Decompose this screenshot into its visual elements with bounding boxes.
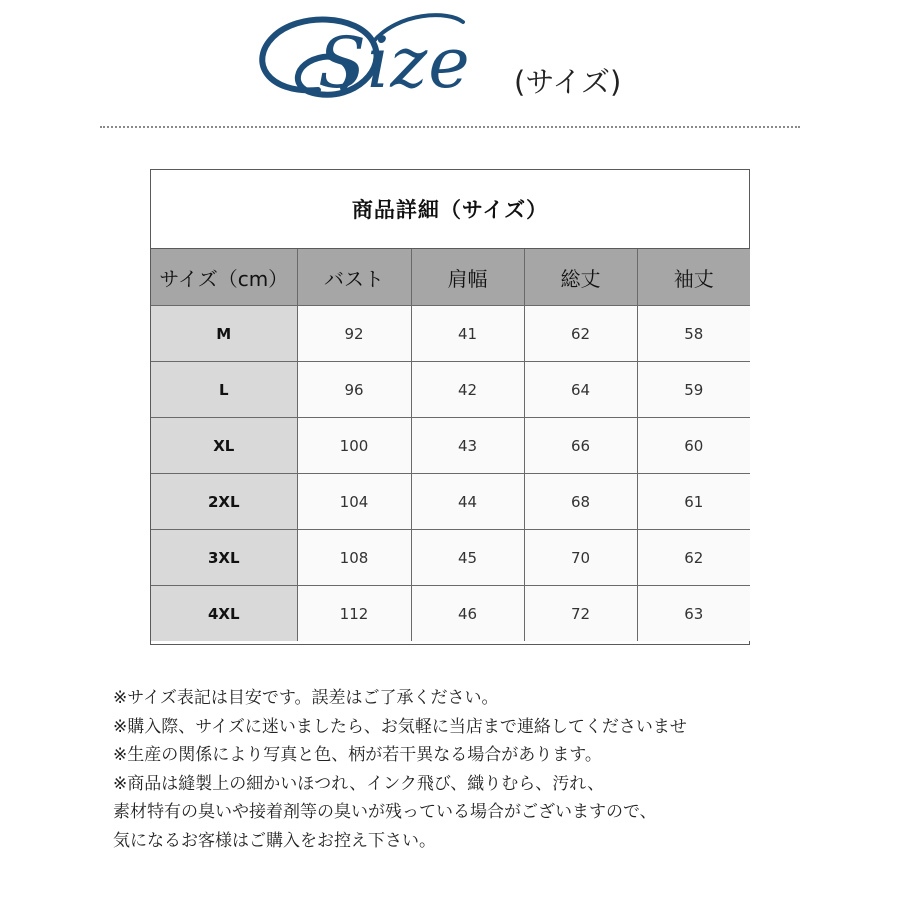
size-cell: M	[151, 306, 297, 362]
shoulder-cell: 45	[411, 530, 524, 586]
shoulder-cell: 46	[411, 586, 524, 642]
sleeve-cell: 61	[637, 474, 750, 530]
note-line: 素材特有の臭いや接着剤等の臭いが残っている場合がございますので、	[113, 802, 657, 822]
sleeve-cell: 63	[637, 586, 750, 642]
column-header-sleeve: 袖丈	[637, 249, 750, 306]
length-cell: 64	[524, 362, 637, 418]
sleeve-cell: 60	[637, 418, 750, 474]
sleeve-cell: 58	[637, 306, 750, 362]
table-title: 商品詳細（サイズ）	[151, 170, 749, 249]
table-row	[151, 362, 750, 418]
size-cell: L	[151, 362, 297, 418]
size-cell: 4XL	[151, 586, 297, 642]
dotted-divider	[100, 126, 800, 128]
notes	[113, 684, 853, 855]
length-cell: 62	[524, 306, 637, 362]
logo-text: Size	[318, 22, 471, 104]
note-line: 気になるお客様はご購入をお控え下さい。	[113, 830, 436, 851]
bust-cell: 108	[297, 530, 411, 586]
bust-cell: 100	[297, 418, 411, 474]
bust-cell: 112	[297, 586, 411, 642]
bust-cell: 92	[297, 306, 411, 362]
shoulder-cell: 44	[411, 474, 524, 530]
sleeve-cell: 62	[637, 530, 750, 586]
table-row	[151, 474, 750, 530]
note-line: ※購入際、サイズに迷いましたら、お気軽に当店まで連絡してくださいませ	[113, 716, 687, 737]
sleeve-cell: 59	[637, 362, 750, 418]
size-cell: 3XL	[151, 530, 297, 586]
table-row	[151, 306, 750, 362]
shoulder-cell: 42	[411, 362, 524, 418]
length-cell: 66	[524, 418, 637, 474]
length-cell: 68	[524, 474, 637, 530]
size-grid	[151, 249, 750, 641]
size-table	[150, 169, 750, 645]
note-line: ※サイズ表記は目安です。誤差はご了承ください。	[113, 688, 499, 708]
table-row	[151, 530, 750, 586]
shoulder-cell: 43	[411, 418, 524, 474]
shoulder-cell: 41	[411, 306, 524, 362]
table-row	[151, 586, 750, 642]
header	[0, 0, 900, 130]
header-subtitle: (サイズ)	[514, 65, 622, 99]
header-row	[151, 249, 750, 306]
bust-cell: 104	[297, 474, 411, 530]
bust-cell: 96	[297, 362, 411, 418]
length-cell: 72	[524, 586, 637, 642]
note-line: ※生産の関係により写真と色、柄が若干異なる場合があります。	[113, 745, 602, 765]
length-cell: 70	[524, 530, 637, 586]
column-header-length: 総丈	[524, 249, 637, 306]
column-header-shoulder: 肩幅	[411, 249, 524, 306]
column-header-bust: バスト	[297, 249, 411, 306]
column-header-size: サイズ（cm）	[151, 249, 297, 306]
size-cell: XL	[151, 418, 297, 474]
size-cell: 2XL	[151, 474, 297, 530]
note-line: ※商品は縫製上の細かいほつれ、インク飛び、織りむら、汚れ、	[113, 773, 605, 794]
table-row	[151, 418, 750, 474]
